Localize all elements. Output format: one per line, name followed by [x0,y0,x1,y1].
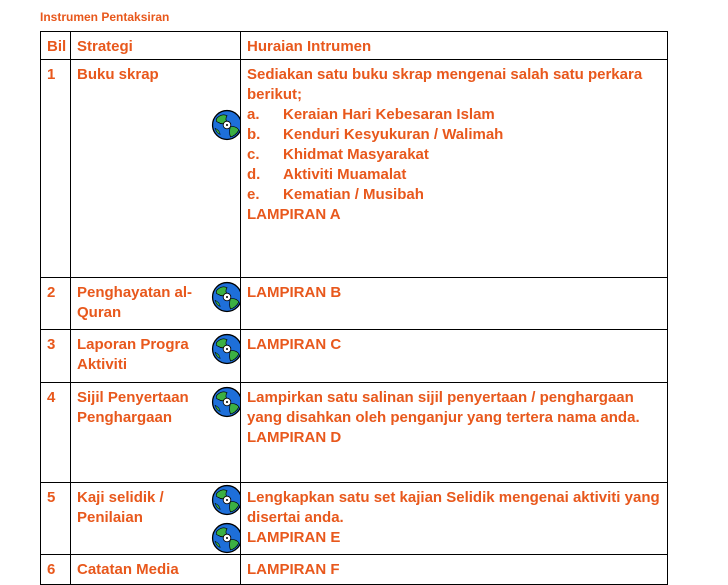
header-strategi: Strategi [71,32,241,60]
table-row [41,555,668,585]
header-huraian: Huraian Intrumen [241,32,668,60]
globe-icon [210,280,241,314]
strategi-line-2: Aktiviti [77,356,128,373]
lampiran-label: LAMPIRAN F [241,555,668,585]
row-strategi [71,60,241,278]
row-bil: 5 [41,483,71,555]
strategi-line-2: Penilaian [77,509,143,526]
row-strategi [71,278,241,330]
row-bil: 1 [41,60,71,278]
globe-icon [210,521,241,555]
row-strategi: Catatan Media [71,555,241,585]
globe-icon [210,483,241,517]
strategi-label: Buku skrap [77,66,159,83]
lampiran-label: LAMPIRAN A [247,206,341,223]
huraian-text: Lampirkan satu salinan sijil penyertaan / penghargaan yang disahkan oleh penganjur yang tertera nama anda. [247,389,640,426]
strategi-line-2: Quran [77,304,122,321]
lampiran-label: LAMPIRAN B [241,278,668,330]
list-item: e. Kematian / Musibah [247,186,424,203]
row-huraian [241,383,668,483]
strategi-line-1: Laporan Progra [77,336,189,353]
row-huraian [241,60,668,278]
huraian-text: Lengkapkan satu set kajian Selidik mengenai aktiviti yang disertai anda. [247,489,660,526]
table-row [41,278,668,330]
list-item: b. Kenduri Kesyukuran / Walimah [247,126,504,143]
assessment-table [40,31,668,585]
row-strategi [71,330,241,383]
strategi-line-1: Sijil Penyertaan [77,389,189,406]
lampiran-label: LAMPIRAN D [247,429,342,446]
strategi-line-2: Penghargaan [77,409,173,426]
table-row [41,483,668,555]
globe-icon [210,385,241,419]
strategi-line-1: Penghayatan al- [77,284,193,301]
row-strategi [71,483,241,555]
table-row [41,60,668,278]
globe-icon [210,108,241,142]
row-bil: 3 [41,330,71,383]
caption-title: Instrumen Pentaksiran [40,10,170,24]
table-header-row [41,32,668,60]
strategi-line-1: Kaji selidik / [77,489,164,506]
row-strategi [71,383,241,483]
list-item: a. Keraian Hari Kebesaran Islam [247,106,495,123]
globe-icon [210,332,241,366]
header-bil: Bil [41,32,71,60]
row-bil: 2 [41,278,71,330]
list-item: c. Khidmat Masyarakat [247,146,429,163]
list-item: d. Aktiviti Muamalat [247,166,407,183]
table-row [41,383,668,483]
row-bil: 6 [41,555,71,585]
huraian-intro: Sediakan satu buku skrap mengenai salah satu perkara berikut; [247,66,643,103]
row-bil: 4 [41,383,71,483]
row-huraian [241,483,668,555]
lampiran-label: LAMPIRAN C [241,330,668,383]
lampiran-label: LAMPIRAN E [247,529,341,546]
table-row [41,330,668,383]
